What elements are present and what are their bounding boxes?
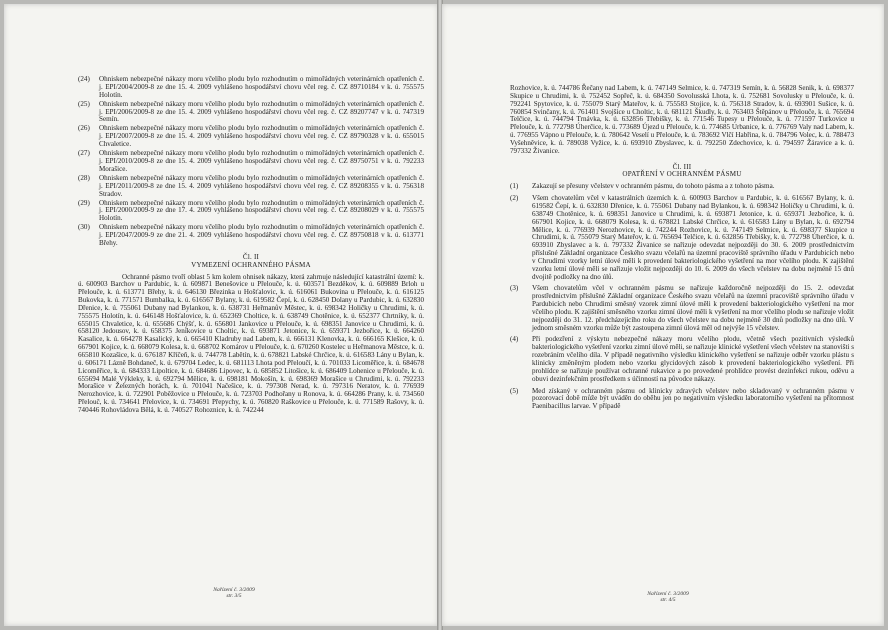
item-number: (29) [78, 198, 90, 207]
item-text: Všem chovatelům včel v katastrálních územích k. ú. 600903 Barchov u Pardubic, k. ú. 616567 Bylany, k. ú. 619582 Čepí, k. ú. 632830 Dřenice, k. ú. 755061 Dubany nad Bylankou, k. ú. 698342 Holičky u Chrudimi, k. ú. 638749 Chotěnice, k. ú. 698351 Janovice u Chrudimi, k. ú. 693871 Jetonice, k. ú. 659371 Jezbořice, k. ú. 667901 Kojice, k. ú. 668079 Kolesa, k. ú. 678821 Labské Chrčice, k. ú. 616583 Lány u Bylan, k. ú. 692794 Mělice, k. ú. 776939 Nerozhovice, k. ú. 742244 Rozhovice, k. ú. 747149 Selmice, k. ú. 698377 Skupice u Chrudimi, k. ú. 755079 Starý Mateřov, k. ú. 765694 Telčice, k. ú. 632856 Třebišky, k. ú. 772798 Úherčice, k. ú. 693910 Zbyslavec a k. ú. 797332 Živanice se nařizuje odevzdat nejpozději do 30. 6. 2009 prostřednictvím příslušné Základní organizace Českého svazu včelařů na územní pracoviště správního úřadu v Pardubicích nebo v Chrudimi vzorky letní úlové měli k provedení bakteriologického vyšetření na mor včelího plodu. K zajištění vzorku letní úlové měli se nařizuje vložit nejpozději do 10. 6. 2009 do všech včelstev na dobu nejméně 15 dnů dvojitě podložky na dno úlů. [532, 194, 854, 281]
numbered-item [78, 224, 424, 248]
item-number: (30) [78, 223, 90, 232]
item-number: (25) [78, 99, 90, 108]
item-text: Med získaný v ochranném pásmu od klinicky zdravých včelstev nebo skladovaný v ochranném pásmu v pozorovací době může být uváděn do oběhu jen po negativním výsledku laboratorního vyšetření na přítomnost Paenibacillus larvae. V případě [532, 386, 854, 411]
article-title: OPATŘENÍ V OCHRANNÉM PÁSMU [622, 170, 742, 179]
article-title: VYMEZENÍ OCHRANNÉHO PÁSMA [191, 260, 311, 269]
page-footer [194, 587, 274, 600]
item-text: Ohniskem nebezpečné nákazy moru včelího plodu bylo rozhodnutím o mimořádných veterinárních opatřeních č. j. EPI/2011/2009-8 ze dne 15. 4. 2009 vyhlášeno hospodářství chovu včel reg. č. CZ 89208355 v k. ú. 756318 Stradov. [99, 173, 424, 198]
numbered-item [510, 183, 854, 191]
right-page [442, 4, 884, 626]
numbered-item [510, 285, 854, 332]
numbered-item [510, 388, 854, 412]
page-footer [628, 591, 708, 604]
protection-zone-paragraph: Ochranné pásmo tvoří oblast 5 km kolem ohnisek nákazy, která zahrnuje následující katastrální území: k. ú. 600903 Barchov u Pardubic, k. ú. 609871 Benešovice u Přelouče, k. ú. 603571 Bezděkov, k. ú. 609889 Brloh u Přelouče, k. ú. 613771 Břehy, k. ú. 646130 Březinka u Hošťalovic, k. ú. 616061 Bukovina u Přelouče, k. ú. 616125 Bukovka, k. ú. 771571 Bumbalka, k. ú. 616567 Bylany, k. ú. 619582 Čepí, k. ú. 628450 Dolany u Pardubic, k. ú. 632830 Dřenice, k. ú. 755061 Dubany nad Bylankou, k. ú. 638731 Heřmanův Městec, k. ú. 698342 Holičky u Chrudimi, k. ú. 755575 Holotín, k. ú. 646148 Hošťalovice, k. ú. 652369 Choltice, k. ú. 638749 Chotěnice, k. ú. 652377 Chrtníky, k. ú. 655015 Chvaletice, k. ú. 655686 Chýšť, k. ú. 656801 Jankovice u Přelouče, k. ú. 698351 Janovice u Chrudimi, k. ú. 658120 Jedousov, k. ú. 658375 Jeníkovice u Choltic, k. ú. 693871 Jetonice, k. ú. 659371 Jezbořice, k. ú. 664260 Kasalice, k. ú. 664278 Kasalický, k. ú. 665410 Kladruby nad Labem, k. ú. 666131 Klenovka, k. ú. 666165 Klešice, k. ú. 667901 Kojice, k. ú. 668079 Kolesa, k. ú. 668702 Komárov u Přelouče, k. ú. 670260 Kostelec u Heřmanova Městce, k. ú. 665810 Kozašice, k. ú. 676187 Kříčeň, k. ú. 744778 Labětín, k. ú. 678821 Labské Chrčice, k. ú. 616583 Lány u Bylan, k. ú. 606171 Lázně Bohdaneč, k. ú. 679704 Ledec, k. ú. 681113 Lhota pod Přeloučí, k. ú. 701033 Licoměřice, k. ú. 684678 Licoměřice, k. ú. 684333 Lipoltice, k. ú. 684686 Lipovec, k. ú. 685852 Litošice, k. ú. 686409 Lohenice u Přelouče, k. ú. 655694 Malé Výkleky, k. ú. 692794 Mělice, k. ú. 698181 Mokošín, k. ú. 698369 Morašice u Chrudimi, k. ú. 792233 Morašice v Železných horách, k. ú. 701041 Načešice, k. ú. 797308 Nerad, k. ú. 797316 Neratov, k. ú. 776939 Nerozhovice, k. ú. 722901 Poběžovice u Přelouče, k. ú. 723703 Podhořany u Ronova, k. ú. 664286 Prany, k. ú. 734560 Přelouč, k. ú. 734641 Přelovice, k. ú. 734691 Přepychy, k. ú. 760820 Raškovice u Přelouče, k. ú. 771589 Rašovy, k. ú. 740446 Rohovládova Bělá, k. ú. 740527 Rohoznice, k. ú. 742244 [78, 272, 424, 414]
left-page-content [78, 76, 424, 415]
numbered-item [78, 175, 424, 199]
item-number: (24) [78, 75, 90, 83]
numbered-item [510, 195, 854, 281]
left-page [4, 4, 438, 626]
item-text: Ohniskem nebezpečné nákazy moru včelího plodu bylo rozhodnutím o mimořádných veterinárních opatřeních č. j. EPI/2004/2009-8 ze dne 15. 4. 2009 vyhlášeno hospodářství chovu včel reg. č. CZ 89710184 v k. ú. 755575 Holotín. [99, 75, 424, 99]
regulation-reference: Nařízení č. 3/2009 [647, 591, 689, 597]
left-numbered-items [78, 76, 424, 248]
numbered-item [78, 76, 424, 100]
item-text: Zakazují se přesuny včelstev v ochranném pásmu, do tohoto pásma a z tohoto pásma. [532, 182, 775, 191]
page-number: str. 4/5 [660, 597, 676, 604]
item-text: Ohniskem nebezpečné nákazy moru včelího plodu bylo rozhodnutím o mimořádných veterinárních opatřeních č. j. EPI/2000/2009-9 ze dne 17. 4. 2009 vyhlášeno hospodářství chovu včel reg. č. CZ 89208029 v k. ú. 755575 Holotín. [99, 198, 424, 223]
item-text: Všem chovatelům včel v ochranném pásmu se nařizuje každoročně nejpozději do 15. 2. odevzdat prostřednictvím příslušné Základní organizace Českého svazu včelařů na územní pracoviště správního úřadu v Pardubicích nebo Chrudimi směsný vzorek zimní úlové měli k provedení bakteriologického vyšetření na mor včelího plodu. K zajištění směsného vzorku zimní úlové měli k vyšetření na mor včelího plodu se nařizuje vložit nejpozději do 31. 12. předcházejícího roku do všech včelstev na dobu nejméně 30 dnů podložky na dno úlů. V jednom směsném vzorku může být zastoupena zimní úlová měl od nejvýše 15 včelstev. [532, 284, 854, 332]
item-number: (5) [510, 386, 519, 395]
item-number: (26) [78, 124, 90, 133]
item-number: (4) [510, 335, 519, 344]
numbered-item [78, 125, 424, 149]
right-page-content [510, 85, 854, 415]
item-number: (27) [78, 149, 90, 158]
numbered-item [78, 101, 424, 125]
numbered-item [78, 200, 424, 224]
right-numbered-items [510, 183, 854, 411]
item-number: (3) [510, 284, 519, 293]
continued-paragraph: Rozhovice, k. ú. 744786 Řečany nad Labem, k. ú. 747149 Selmice, k. ú. 747319 Semín, k. ú. 56828 Senik, k. ú. 698377 Skupice u Chrudimi, k. ú. 752452 Sopřeč, k. ú. 684350 Sovolusská Lhota, k. ú. 752681 Sovolusky u Přelouče, k. ú. 792241 Spytovice, k. ú. 755079 Starý Mateřov, k. ú. 755583 Stojice, k. ú. 756318 Stradov, k. ú. 693901 Sušice, k. ú. 760854 Svinčany, k. ú. 761401 Svojšice u Choltic, k. ú. 681121 Škudly, k. ú. 763403 Štěpánov u Přelouče, k. ú. 765694 Telčice, k. ú. 744794 Trnávka, k. ú. 632856 Třebišky, k. ú. 771546 Tupesy u Přelouče, k. ú. 771597 Turkovice u Přelouče, k. ú. 772798 Úherčice, k. ú. 773689 Újezd u Přelouče, k. ú. 774685 Urbanice, k. ú. 776769 Valy nad Labem, k. ú. 776955 Vápno u Přelouče, k. ú. 780642 Veselí u Přelouče, k. ú. 783692 Vlčí Habřina, k. ú. 784796 Volec, k. ú. 788473 Vyšehněvice, k. ú. 789038 Vyžice, k. ú. 693910 Zbyslavec, k. ú. 792250 Zdechovice, k. ú. 794597 Žáravice a k. ú. 797332 Živanice. [510, 84, 854, 155]
item-text: Ohniskem nebezpečné nákazy moru včelího plodu bylo rozhodnutím o mimořádných veterinárních opatřeních č. j. EPI/2010/2009-8 ze dne 15. 4. 2009 vyhlášeno hospodářství chovu včel reg. č. CZ 89750751 v k. ú. 792233 Morašice. [99, 149, 424, 173]
page-number: str. 3/5 [226, 593, 242, 600]
item-number: (1) [510, 182, 519, 191]
item-text: Ohniskem nebezpečné nákazy moru včelího plodu bylo rozhodnutím o mimořádných veterinárních opatřeních č. j. EPI/2007/2009-8 ze dne 15. 4. 2009 vyhlášeno hospodářství chovu včel reg. č. CZ 89790328 v k. ú. 655015 Chvaletice. [99, 124, 424, 149]
numbered-item [510, 336, 854, 383]
article-number: Čl. III [672, 162, 692, 171]
article-number: Čl. II [242, 252, 260, 261]
item-number: (28) [78, 173, 90, 182]
numbered-item [78, 150, 424, 174]
item-number: (2) [510, 194, 519, 203]
item-text: Ohniskem nebezpečné nákazy moru včelího plodu bylo rozhodnutím o mimořádných veterinárních opatřeních č. j. EPI/2006/2009-8 ze dne 15. 4. 2009 vyhlášeno hospodářství chovu včel reg. č. CZ 89207747 v k. ú. 747319 Semín. [99, 99, 424, 124]
regulation-reference: Nařízení č. 3/2009 [213, 587, 255, 593]
item-text: Ohniskem nebezpečné nákazy moru včelího plodu bylo rozhodnutím o mimořádných veterinárních opatřeních č. j. EPI/2047/2009-9 ze dne 21. 4. 2009 vyhlášeno hospodářství chovu včel reg. č. CZ 89750818 v k. ú. 613771 Břehy. [99, 223, 424, 247]
item-text: Při podezření z výskytu nebezpečné nákazy moru včelího plodu, včetně všech pozitivních výsledků bakteriologického vyšetření vzorku zimní úlové měli, se nařizuje klinické vyšetření všech včelstev na stanovišti s rozebráním včelího díla. V případě negativního výsledku klinického vyšetření se nařizuje odběr vzorku plástu s klinicky změněným plodem nebo vzorku glycidových zásob k provedení bakteriologického vyšetření. Při prohlídce se nařizuje používat ochranné rukavice a po provedené prohlídce provést dezinfekci rukou, oděvu a obuvi dezinfekčním prostředkem s účinností na původce nákazy. [532, 335, 854, 383]
